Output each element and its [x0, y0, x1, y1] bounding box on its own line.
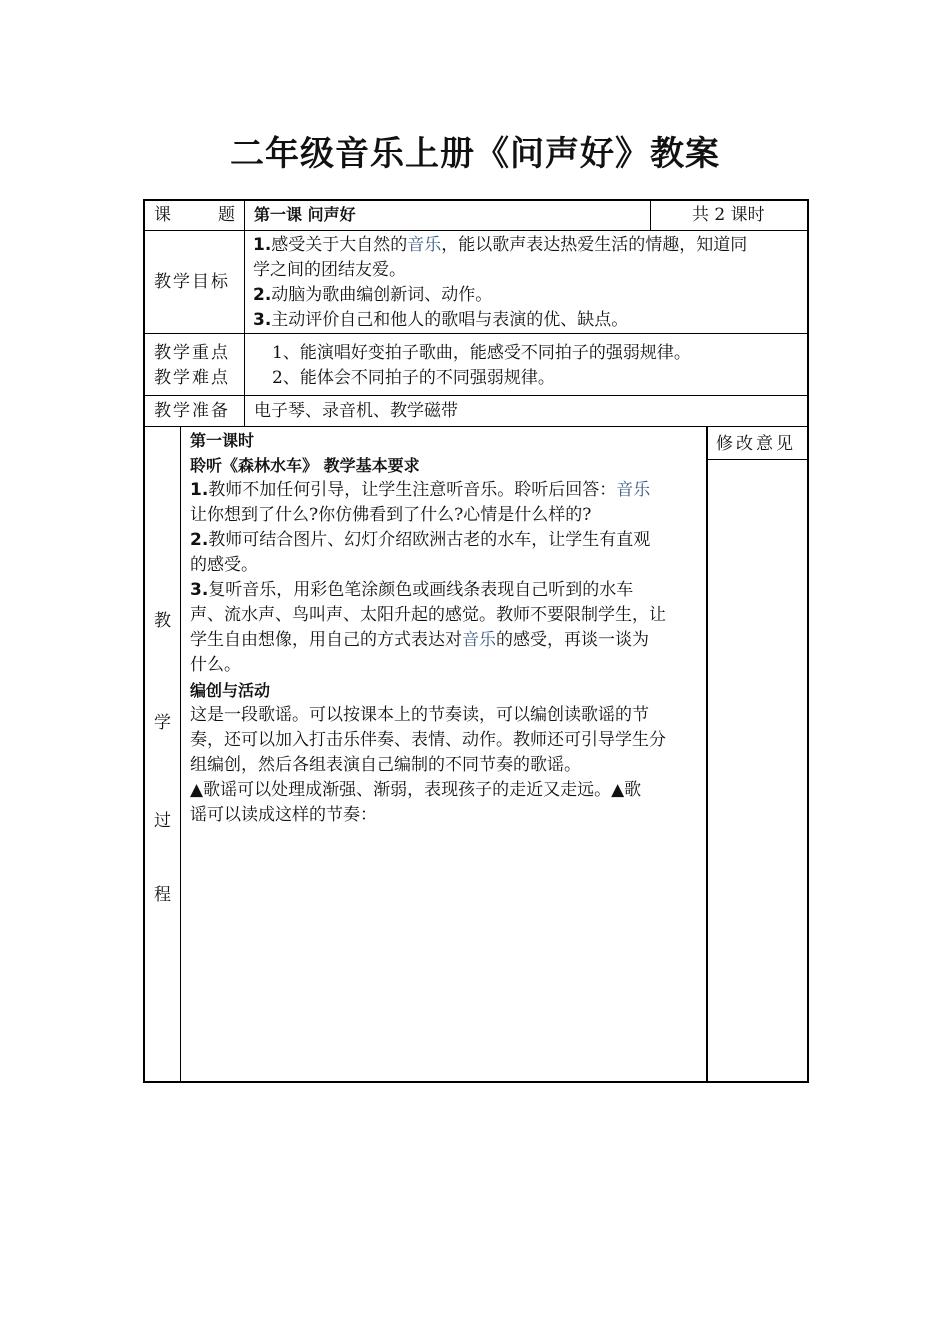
- col-divider: [180, 426, 181, 1081]
- process-p2-num: 2.: [190, 530, 209, 550]
- key-line-2: 2、能体会不同拍子的不同强弱规律。: [272, 368, 555, 388]
- key-line-1: 1、能演唱好变拍子歌曲，能感受不同拍子的强弱规律。: [272, 343, 691, 363]
- process-p4-line3: 组编创，然后各组表演自己编制的不同节奏的歌谣。: [190, 755, 581, 775]
- process-p2-text: 教师可结合图片、幻灯介绍欧洲古老的水车，让学生有直观: [208, 530, 651, 550]
- goal-item-3-num: 3.: [253, 310, 272, 330]
- col-divider: [650, 199, 651, 231]
- goal-item-2-text: 动脑为歌曲编创新词、动作。: [271, 285, 493, 305]
- table-border-bottom: [143, 1081, 809, 1083]
- topic-hours: 共 2 课时: [692, 205, 765, 225]
- process-p1-line2: 让你想到了什么?你仿佛看到了什么?心情是什么样的?: [190, 505, 592, 525]
- goals-label: 教学目标: [154, 272, 230, 292]
- revise-header-divider: [706, 459, 809, 460]
- music-link[interactable]: 音乐: [462, 630, 496, 650]
- prep-label: 教学准备: [154, 401, 230, 421]
- col-divider: [244, 199, 245, 427]
- subsection-heading: 编创与活动: [190, 681, 271, 700]
- goal-item-1-text: 感受关于大自然的: [271, 235, 408, 255]
- goal-item-3-text: 主动评价自己和他人的歌唱与表演的优、缺点。: [271, 310, 629, 330]
- page-title: 二年级音乐上册《问声好》教案: [230, 134, 720, 174]
- process-p5-line1: ▲歌谣可以处理成渐强、渐弱，表现孩子的走近又走远。▲歌: [190, 780, 642, 800]
- goal-item-1-text-end: ，能以歌声表达热爱生活的情趣，知道同: [441, 235, 748, 255]
- process-p3-line3-text: 学生自由想像，用自己的方式表达对: [190, 630, 462, 650]
- row-divider: [143, 230, 809, 231]
- process-label-char: 过: [154, 811, 171, 831]
- process-p3-line2: 声、流水声、鸟叫声、太阳升起的感觉。教师不要限制学生，让: [190, 605, 666, 625]
- prep-value: 电子琴、录音机、教学磁带: [254, 401, 458, 421]
- goal-item-1-line2: 学之间的团结友爱。: [253, 260, 406, 280]
- process-p1: [190, 478, 650, 503]
- col-divider: [706, 426, 708, 1083]
- process-p1-num: 1.: [190, 480, 209, 500]
- process-p2: [190, 528, 650, 553]
- process-p3-line3: [190, 628, 649, 653]
- difficulty-label: 教学难点: [154, 368, 230, 388]
- music-link[interactable]: 音乐: [407, 235, 442, 255]
- process-p1-text: 教师不加任何引导，让学生注意听音乐。聆听后回答：: [208, 480, 617, 500]
- process-p3-text: 复听音乐，用彩色笔涂颜色或画线条表现自己听到的水车: [208, 580, 634, 600]
- goal-item-1: [253, 233, 747, 258]
- topic-label-b: 题: [218, 205, 235, 225]
- topic-label-a: 课: [154, 205, 171, 225]
- process-p3: [190, 578, 633, 603]
- goal-item-2: [253, 283, 492, 308]
- row-divider: [143, 333, 809, 334]
- table-border-top: [143, 199, 809, 201]
- process-p4-line1: 这是一段歌谣。可以按课本上的节奏读，可以编创读歌谣的节: [190, 705, 649, 725]
- goal-item-3: [253, 308, 628, 333]
- topic-value: 第一课 问声好: [254, 205, 356, 224]
- process-label-char: 教: [154, 611, 171, 631]
- section-heading: 聆听《森林水车》 教学基本要求: [190, 456, 420, 475]
- goal-item-2-num: 2.: [253, 285, 272, 305]
- table-border-left: [143, 199, 145, 1083]
- key-label: 教学重点: [154, 343, 230, 363]
- process-p3-line3-end: 的感受，再谈一谈为: [496, 630, 649, 650]
- process-p2-line2: 的感受。: [190, 555, 258, 575]
- process-p3-line4: 什么。: [190, 655, 241, 675]
- goal-item-1-num: 1.: [253, 235, 272, 255]
- row-divider: [143, 426, 809, 427]
- lesson-heading: 第一课时: [190, 431, 255, 450]
- process-label-char: 学: [154, 713, 171, 733]
- row-divider: [143, 395, 809, 396]
- process-p5-line2: 谣可以读成这样的节奏：: [190, 805, 377, 825]
- process-p3-num: 3.: [190, 580, 209, 600]
- process-label-char: 程: [154, 885, 171, 905]
- music-link[interactable]: 音乐: [616, 480, 651, 500]
- revise-label: 修改意见: [716, 434, 796, 454]
- process-p4-line2: 奏，还可以加入打击乐伴奏、表情、动作。教师还可引导学生分: [190, 730, 666, 750]
- table-border-right: [807, 199, 809, 1083]
